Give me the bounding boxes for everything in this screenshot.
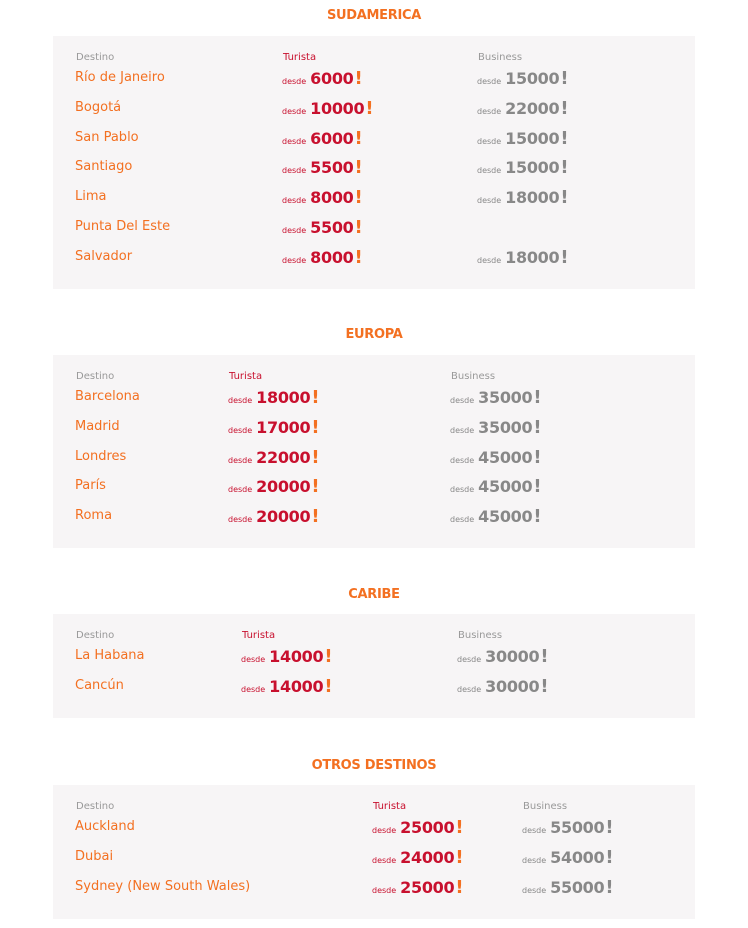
exclamation-mark: ! [533, 506, 542, 528]
turista-price[interactable] [282, 68, 363, 89]
price-prefix: desde [282, 226, 307, 235]
price-amount: 55000 [550, 818, 605, 837]
price-amount: 6000 [310, 128, 354, 148]
table-row [53, 417, 695, 445]
turista-price[interactable] [241, 676, 333, 697]
destination-link[interactable]: Dubai [75, 848, 114, 864]
exclamation-mark: ! [533, 476, 542, 498]
section-title-otros-destinos: OTROS DESTINOS [311, 758, 437, 773]
business-price[interactable] [477, 187, 569, 208]
turista-price[interactable] [372, 817, 464, 838]
price-amount: 15000 [505, 158, 560, 178]
price-prefix: desde [522, 855, 547, 865]
turista-price[interactable] [282, 187, 363, 208]
exclamation-mark: ! [311, 506, 320, 528]
exclamation-mark: ! [540, 646, 549, 667]
destination-link[interactable]: Barcelona [75, 389, 140, 404]
column-header-business: Business [523, 801, 568, 812]
price-prefix: desde [241, 684, 266, 694]
column-header-turista: Turista [373, 801, 407, 812]
price-amount: 25000 [400, 877, 455, 897]
exclamation-mark: ! [365, 97, 374, 119]
price-amount: 25000 [400, 818, 455, 837]
table-row [53, 817, 695, 845]
price-prefix: desde [477, 196, 502, 206]
table-row [53, 476, 695, 504]
price-amount: 15000 [505, 69, 560, 88]
price-amount: 35000 [478, 388, 533, 407]
price-prefix: desde [282, 106, 307, 116]
column-header-business: Business [478, 52, 523, 63]
price-prefix: desde [228, 515, 253, 525]
exclamation-mark: ! [560, 97, 569, 119]
turista-price[interactable] [372, 877, 464, 898]
price-prefix: desde [450, 425, 475, 435]
business-price[interactable] [450, 447, 542, 468]
table-row [53, 157, 695, 185]
exclamation-mark: ! [560, 187, 569, 209]
price-amount: 45000 [478, 477, 533, 497]
table-row [53, 447, 695, 475]
price-prefix: desde [522, 826, 547, 835]
price-prefix: desde [372, 885, 397, 895]
price-prefix: desde [450, 515, 475, 525]
business-price[interactable] [457, 646, 549, 667]
exclamation-mark: ! [354, 157, 363, 179]
price-amount: 55000 [550, 877, 605, 897]
price-table-caribe [53, 614, 695, 718]
price-prefix: desde [477, 166, 502, 176]
business-price[interactable] [477, 128, 569, 149]
price-amount: 20000 [256, 477, 311, 497]
destination-link[interactable]: Santiago [75, 159, 133, 175]
destination-link[interactable]: Madrid [75, 418, 120, 434]
business-price[interactable] [477, 98, 569, 119]
business-price[interactable] [457, 676, 549, 697]
price-prefix: desde [282, 136, 307, 146]
price-amount: 17000 [256, 417, 311, 437]
table-row [53, 68, 695, 96]
destination-link[interactable]: Sydney (New South Wales) [75, 878, 251, 894]
price-prefix: desde [450, 455, 475, 465]
turista-price[interactable] [282, 157, 363, 178]
price-prefix: desde [477, 106, 502, 116]
price-prefix: desde [372, 826, 397, 835]
price-amount: 45000 [478, 447, 533, 467]
destination-link[interactable]: Río de Janeiro [75, 70, 165, 85]
price-prefix: desde [228, 425, 253, 435]
exclamation-mark: ! [455, 876, 464, 898]
exclamation-mark: ! [540, 675, 549, 697]
destination-link[interactable]: San Pablo [75, 129, 139, 145]
turista-price[interactable] [282, 128, 363, 149]
turista-price[interactable] [228, 506, 320, 527]
destination-link[interactable]: Bogotá [75, 99, 122, 115]
exclamation-mark: ! [354, 217, 363, 238]
turista-price[interactable] [241, 646, 333, 667]
section-title-europa: EUROPA [345, 327, 403, 342]
price-prefix: desde [477, 77, 502, 86]
column-header-business: Business [451, 371, 496, 382]
price-amount: 14000 [269, 647, 324, 666]
column-header-destino: Destino [76, 371, 115, 382]
table-row [53, 646, 695, 674]
turista-price[interactable] [228, 417, 320, 438]
table-row [53, 877, 695, 905]
price-prefix: desde [228, 485, 253, 495]
exclamation-mark: ! [455, 817, 464, 838]
column-header-turista: Turista [242, 630, 276, 641]
price-amount: 8000 [310, 247, 354, 267]
price-amount: 18000 [256, 388, 311, 407]
destination-link[interactable]: París [75, 478, 106, 494]
price-prefix: desde [282, 166, 307, 176]
price-amount: 15000 [505, 128, 560, 148]
business-price[interactable] [450, 387, 542, 408]
price-amount: 45000 [478, 507, 533, 527]
exclamation-mark: ! [354, 68, 363, 89]
price-amount: 30000 [485, 647, 540, 666]
price-prefix: desde [228, 396, 253, 405]
business-price[interactable] [522, 817, 614, 838]
price-prefix: desde [457, 655, 482, 664]
price-prefix: desde [450, 485, 475, 495]
table-row [53, 187, 695, 215]
price-prefix: desde [282, 255, 307, 265]
price-table-otros-destinos [53, 785, 695, 919]
exclamation-mark: ! [605, 817, 614, 838]
turista-price[interactable] [228, 387, 320, 408]
price-prefix: desde [477, 255, 502, 265]
price-amount: 14000 [269, 676, 324, 696]
exclamation-mark: ! [533, 446, 542, 468]
exclamation-mark: ! [560, 127, 569, 149]
destination-link[interactable]: Salvador [75, 248, 133, 264]
turista-price[interactable] [228, 476, 320, 497]
price-amount: 5500 [310, 218, 354, 237]
column-header-destino: Destino [76, 630, 115, 641]
price-amount: 22000 [256, 447, 311, 467]
table-row [53, 387, 695, 415]
destination-link[interactable]: Punta Del Este [75, 219, 171, 234]
exclamation-mark: ! [311, 476, 320, 498]
section-title-sudamerica: SUDAMERICA [326, 8, 422, 23]
exclamation-mark: ! [311, 416, 320, 438]
destination-link[interactable]: Londres [75, 448, 127, 464]
price-prefix: desde [372, 855, 397, 865]
exclamation-mark: ! [354, 187, 363, 209]
exclamation-mark: ! [354, 246, 363, 268]
destination-link[interactable]: Auckland [75, 819, 135, 834]
business-price[interactable] [477, 247, 569, 268]
price-amount: 24000 [400, 847, 455, 867]
column-header-turista: Turista [229, 371, 263, 382]
exclamation-mark: ! [324, 675, 333, 697]
turista-price[interactable] [282, 217, 363, 238]
table-row [53, 676, 695, 704]
destination-link[interactable]: Cancún [75, 677, 124, 693]
business-price[interactable] [477, 157, 569, 178]
price-table-sudamerica [53, 36, 695, 289]
column-header-destino: Destino [76, 52, 115, 63]
price-amount: 30000 [485, 676, 540, 696]
price-amount: 54000 [550, 847, 605, 867]
turista-price[interactable] [228, 447, 320, 468]
price-amount: 8000 [310, 188, 354, 208]
price-prefix: desde [522, 885, 547, 895]
turista-price[interactable] [282, 247, 363, 268]
price-amount: 10000 [310, 98, 365, 118]
price-prefix: desde [450, 396, 475, 405]
exclamation-mark: ! [533, 387, 542, 408]
exclamation-mark: ! [311, 387, 320, 408]
price-prefix: desde [457, 684, 482, 694]
business-price[interactable] [450, 417, 542, 438]
exclamation-mark: ! [311, 446, 320, 468]
exclamation-mark: ! [560, 68, 569, 89]
destination-link[interactable]: Lima [75, 189, 107, 205]
destination-link[interactable]: Roma [75, 508, 113, 524]
price-prefix: desde [228, 455, 253, 465]
price-amount: 20000 [256, 507, 311, 527]
exclamation-mark: ! [455, 846, 464, 868]
business-price[interactable] [522, 877, 614, 898]
business-price[interactable] [450, 506, 542, 527]
price-amount: 18000 [505, 188, 560, 208]
destination-link[interactable]: La Habana [75, 648, 145, 663]
price-prefix: desde [477, 136, 502, 146]
turista-price[interactable] [372, 847, 464, 868]
price-amount: 5500 [310, 158, 354, 178]
price-amount: 18000 [505, 247, 560, 267]
business-price[interactable] [450, 476, 542, 497]
price-prefix: desde [282, 77, 307, 86]
table-row [53, 506, 695, 534]
table-row [53, 128, 695, 156]
business-price[interactable] [522, 847, 614, 868]
price-amount: 35000 [478, 417, 533, 437]
exclamation-mark: ! [605, 846, 614, 868]
exclamation-mark: ! [533, 416, 542, 438]
exclamation-mark: ! [324, 646, 333, 667]
price-table-europa [53, 355, 695, 548]
price-amount: 22000 [505, 98, 560, 118]
table-row [53, 217, 695, 245]
business-price[interactable] [477, 68, 569, 89]
column-header-turista: Turista [283, 52, 317, 63]
price-amount: 6000 [310, 69, 354, 88]
exclamation-mark: ! [354, 127, 363, 149]
table-row [53, 847, 695, 875]
column-header-business: Business [458, 630, 503, 641]
price-prefix: desde [282, 196, 307, 206]
turista-price[interactable] [282, 98, 374, 119]
exclamation-mark: ! [560, 157, 569, 179]
exclamation-mark: ! [605, 876, 614, 898]
section-title-caribe: CARIBE [348, 587, 400, 602]
price-prefix: desde [241, 655, 266, 664]
exclamation-mark: ! [560, 246, 569, 268]
table-row [53, 98, 695, 126]
table-row [53, 247, 695, 275]
column-header-destino: Destino [76, 801, 115, 812]
